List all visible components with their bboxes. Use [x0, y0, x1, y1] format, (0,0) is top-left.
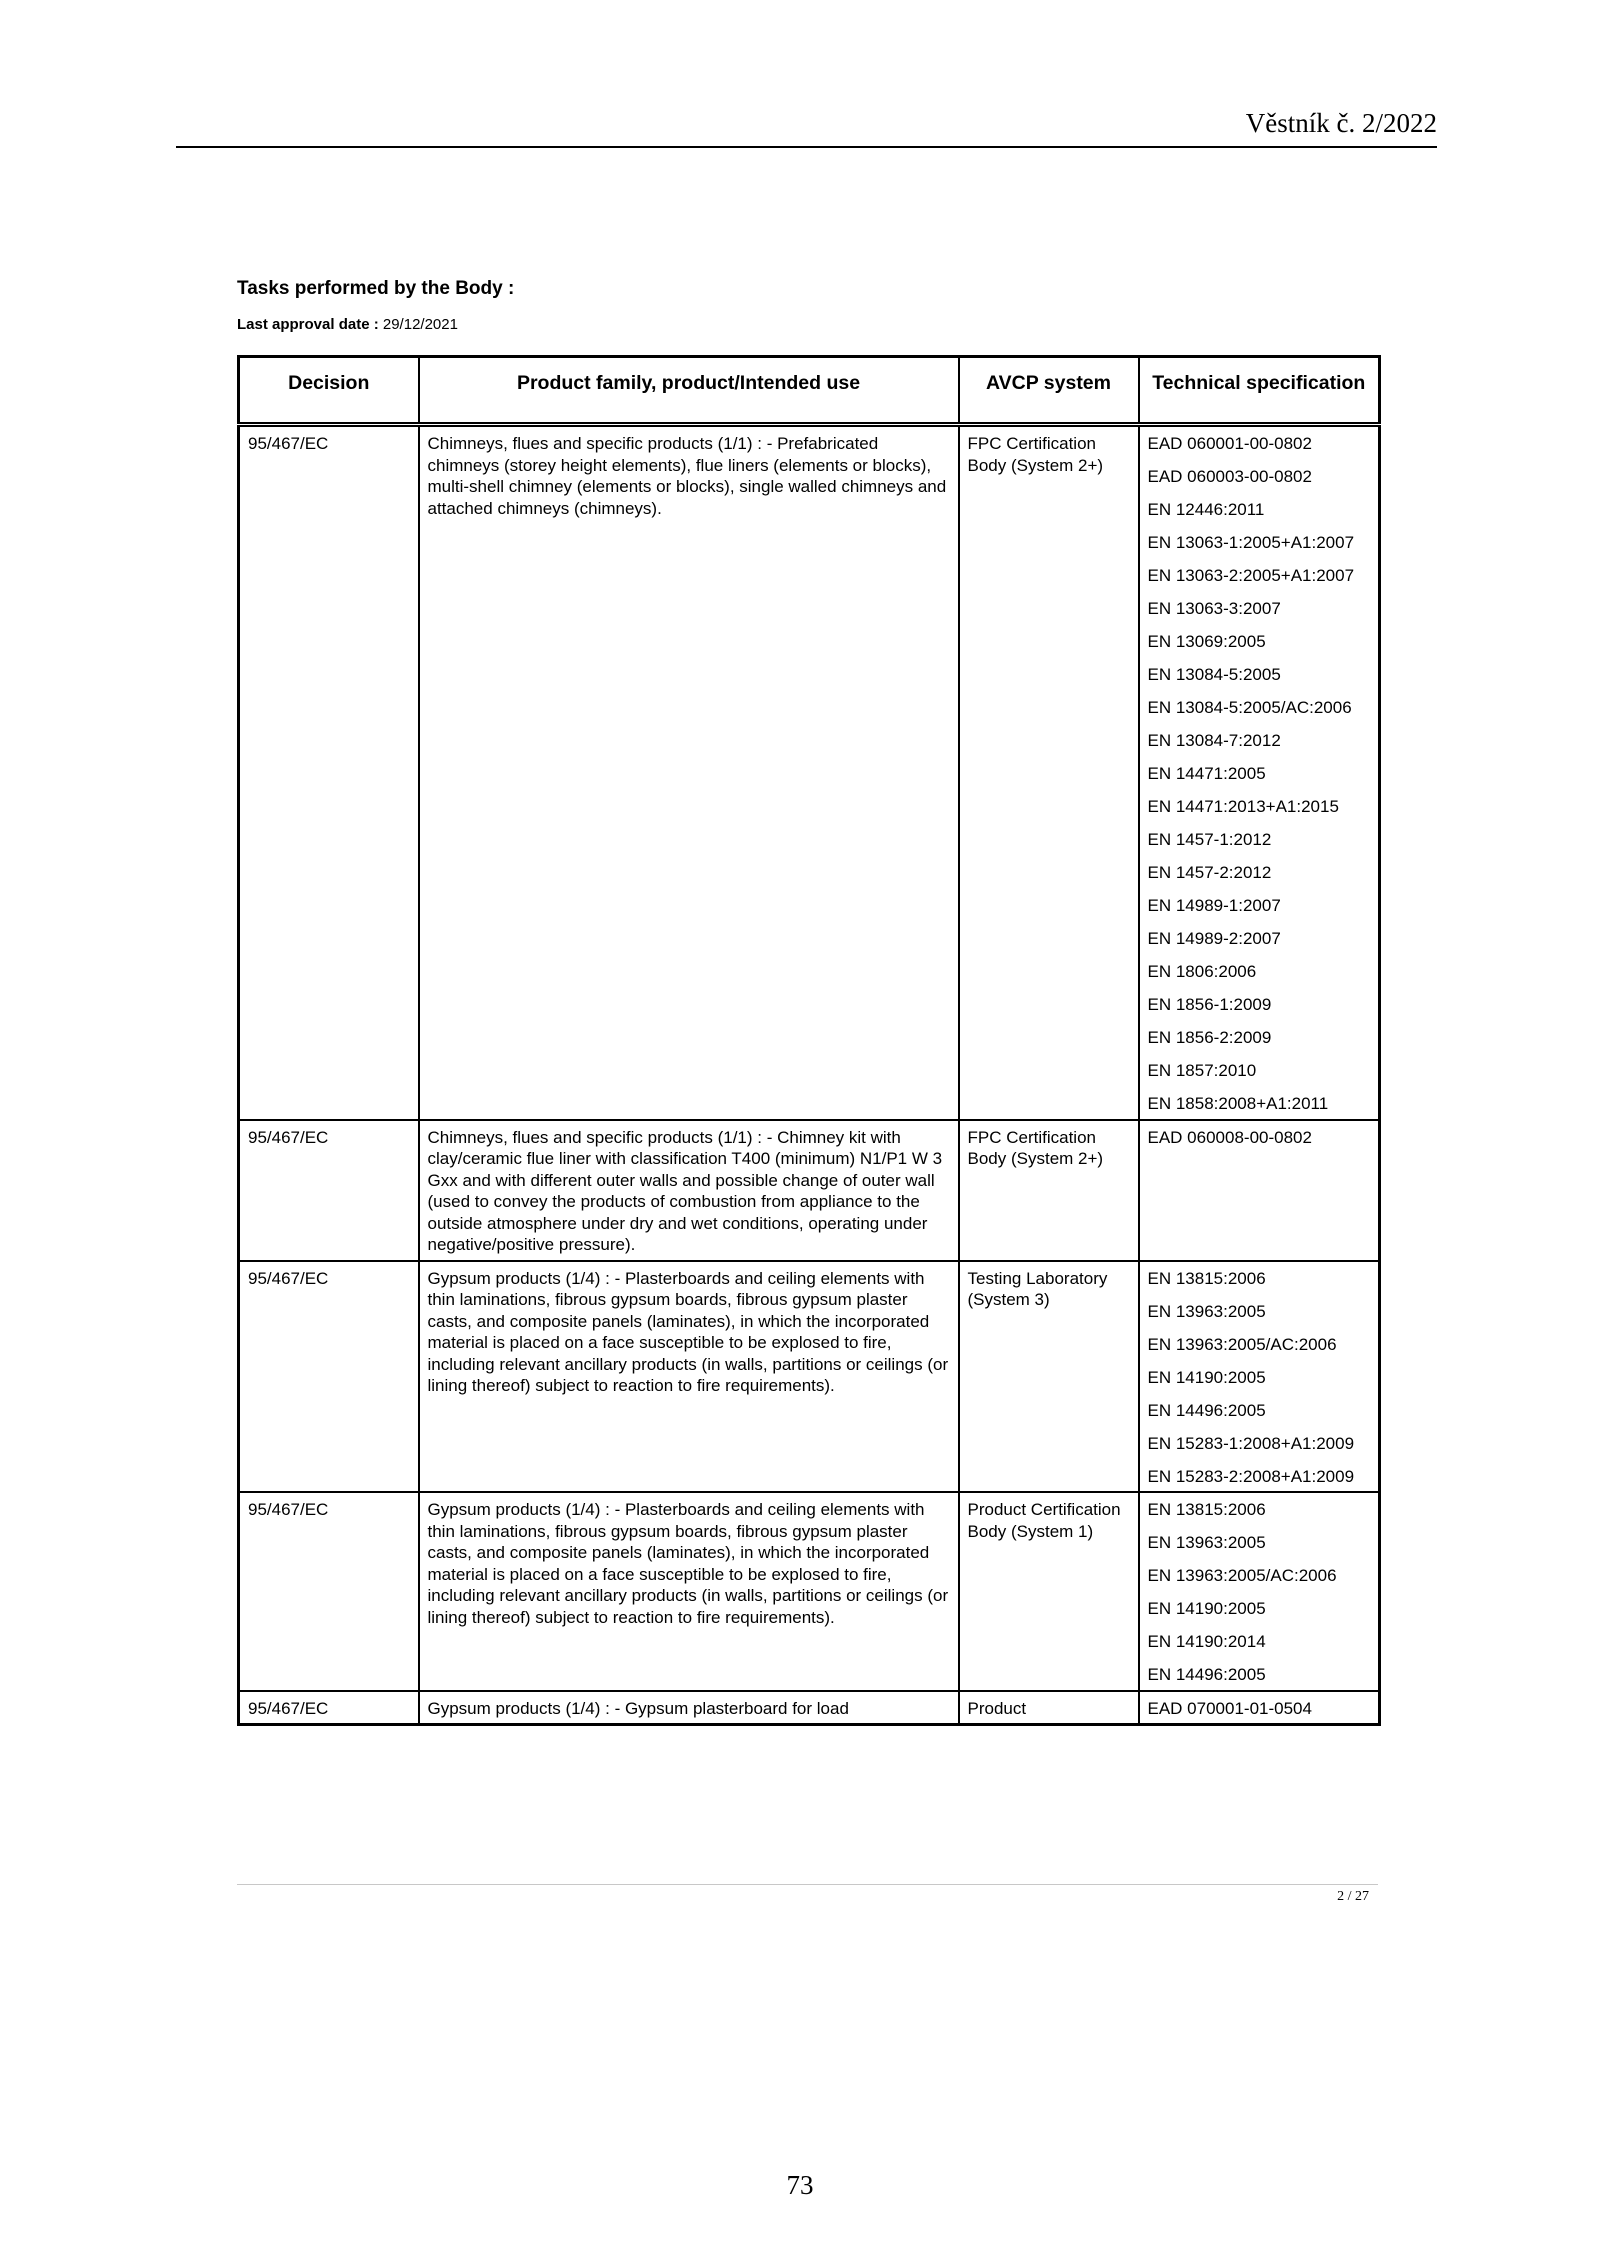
specification-item: EN 14190:2005: [1147, 1599, 1266, 1618]
table-row: [239, 1691, 1380, 1725]
product-cell: Chimneys, flues and specific products (1/1) : - Prefabricated chimneys (storey height elements), flue liners (elements or blocks), multi-shell chimney (elements or blocks), single walled chimneys and attached chimneys (chimneys).: [419, 425, 959, 1120]
specification-item: EN 13815:2006: [1147, 1500, 1266, 1519]
specification-item: EAD 060001-00-0802: [1147, 434, 1312, 453]
avcp-cell: FPC Certification Body (System 2+): [959, 1120, 1139, 1261]
product-cell: Gypsum products (1/4) : - Plasterboards and ceiling elements with thin laminations, fibrous gypsum boards, fibrous gypsum plaster casts, and composite panels (laminates), in which the incorporated material is placed on a face susceptible to be explosed to fire, including relevant ancillary products (in walls, partitions or ceilings (or lining thereof) subject to reaction to fire requirements).: [419, 1261, 959, 1493]
specification-item: EN 14989-1:2007: [1147, 896, 1281, 915]
table-row: [239, 1261, 1380, 1493]
specification-item: EN 14471:2005: [1147, 764, 1266, 783]
technical-specification-cell: [1139, 1120, 1380, 1261]
journal-header: Věstník č. 2/2022: [1245, 108, 1437, 138]
avcp-cell: FPC Certification Body (System 2+): [959, 425, 1139, 1120]
header-decision: Decision: [239, 357, 419, 425]
approval-label: Last approval date :: [237, 316, 379, 333]
specification-item: EN 1858:2008+A1:2011: [1147, 1094, 1329, 1113]
decision-cell: 95/467/EC: [239, 425, 419, 1120]
header-avcp: AVCP system: [959, 357, 1139, 425]
section-title: Tasks performed by the Body :: [237, 278, 515, 299]
table-row: [239, 1120, 1380, 1261]
decision-cell: 95/467/EC: [239, 1492, 419, 1691]
specification-item: EN 1856-1:2009: [1147, 995, 1272, 1014]
specification-item: EN 12446:2011: [1147, 500, 1265, 519]
table-row: [239, 425, 1380, 1120]
product-cell: Gypsum products (1/4) : - Gypsum plasterboard for load: [419, 1691, 959, 1725]
specification-item: EN 13063-2:2005+A1:2007: [1147, 566, 1355, 585]
specification-item: EN 13084-7:2012: [1147, 731, 1281, 750]
specification-item: EN 13069:2005: [1147, 632, 1266, 651]
header-rule: [176, 146, 1437, 148]
specification-item: EN 13084-5:2005/AC:2006: [1147, 698, 1352, 717]
specification-item: EN 13084-5:2005: [1147, 665, 1281, 684]
approval-line: [237, 316, 458, 333]
specification-item: EN 1457-1:2012: [1147, 830, 1272, 849]
decision-cell: 95/467/EC: [239, 1261, 419, 1493]
specification-item: EN 14496:2005: [1147, 1400, 1266, 1420]
product-cell: Chimneys, flues and specific products (1/1) : - Chimney kit with clay/ceramic flue liner with classification T400 (minimum) N1/P1 W 3 Gxx and with different outer walls and possible change of outer wall (used to convey the products of combustion from appliance to the outside atmosphere under dry and wet conditions, operating under negative/positive pressure).: [419, 1120, 959, 1261]
specification-item: EN 1857:2010: [1147, 1061, 1257, 1080]
table-header-row: [239, 357, 1380, 425]
specification-item: EN 13815:2006: [1147, 1268, 1266, 1288]
specification-item: EN 14190:2005: [1147, 1367, 1266, 1387]
specification-item: EN 13963:2005/AC:2006: [1147, 1566, 1337, 1585]
specification-item: EN 13963:2005: [1147, 1533, 1266, 1552]
avcp-cell: Product: [959, 1691, 1139, 1725]
table-body: [239, 425, 1380, 1725]
approval-date: 29/12/2021: [382, 316, 458, 333]
specification-item: EN 13963:2005/AC:2006: [1147, 1334, 1337, 1354]
technical-specification-cell: [1139, 1492, 1380, 1691]
specification-item: EN 13963:2005: [1147, 1301, 1266, 1321]
header-product: Product family, product/Intended use: [419, 357, 959, 425]
technical-specification-cell: [1139, 425, 1380, 1120]
specification-item: EAD 060003-00-0802: [1147, 467, 1312, 486]
specification-item: EN 14496:2005: [1147, 1665, 1266, 1684]
tasks-table: [237, 355, 1381, 1726]
header-technical-specification: Technical specification: [1139, 357, 1380, 425]
specification-item: EN 1856-2:2009: [1147, 1028, 1272, 1047]
decision-cell: 95/467/EC: [239, 1691, 419, 1725]
avcp-cell: Testing Laboratory (System 3): [959, 1261, 1139, 1493]
specification-item: EN 13063-3:2007: [1147, 599, 1281, 618]
decision-cell: 95/467/EC: [239, 1120, 419, 1261]
specification-item: EN 15283-1:2008+A1:2009: [1147, 1433, 1355, 1453]
specification-item: EN 1457-2:2012: [1147, 863, 1272, 882]
product-cell: Gypsum products (1/4) : - Plasterboards and ceiling elements with thin laminations, fibrous gypsum boards, fibrous gypsum plaster casts, and composite panels (laminates), in which the incorporated material is placed on a face susceptible to be explosed to fire, including relevant ancillary products (in walls, partitions or ceilings (or lining thereof) subject to reaction to fire requirements).: [419, 1492, 959, 1691]
specification-item: EN 14471:2013+A1:2015: [1147, 797, 1339, 816]
page-counter: 2 / 27: [1337, 1889, 1369, 1904]
footer-rule: [237, 1884, 1378, 1885]
specification-item: EAD 070001-01-0504: [1147, 1698, 1312, 1718]
technical-specification-cell: [1139, 1261, 1380, 1493]
journal-page-number: 73: [786, 2170, 814, 2200]
specification-item: EN 14989-2:2007: [1147, 929, 1281, 948]
specification-item: EN 13063-1:2005+A1:2007: [1147, 533, 1355, 552]
specification-item: EN 1806:2006: [1147, 962, 1257, 981]
specification-item: EAD 060008-00-0802: [1147, 1127, 1312, 1147]
technical-specification-cell: [1139, 1691, 1380, 1725]
specification-item: EN 14190:2014: [1147, 1632, 1266, 1651]
table-row: [239, 1492, 1380, 1691]
specification-item: EN 15283-2:2008+A1:2009: [1147, 1466, 1355, 1486]
avcp-cell: Product Certification Body (System 1): [959, 1492, 1139, 1691]
